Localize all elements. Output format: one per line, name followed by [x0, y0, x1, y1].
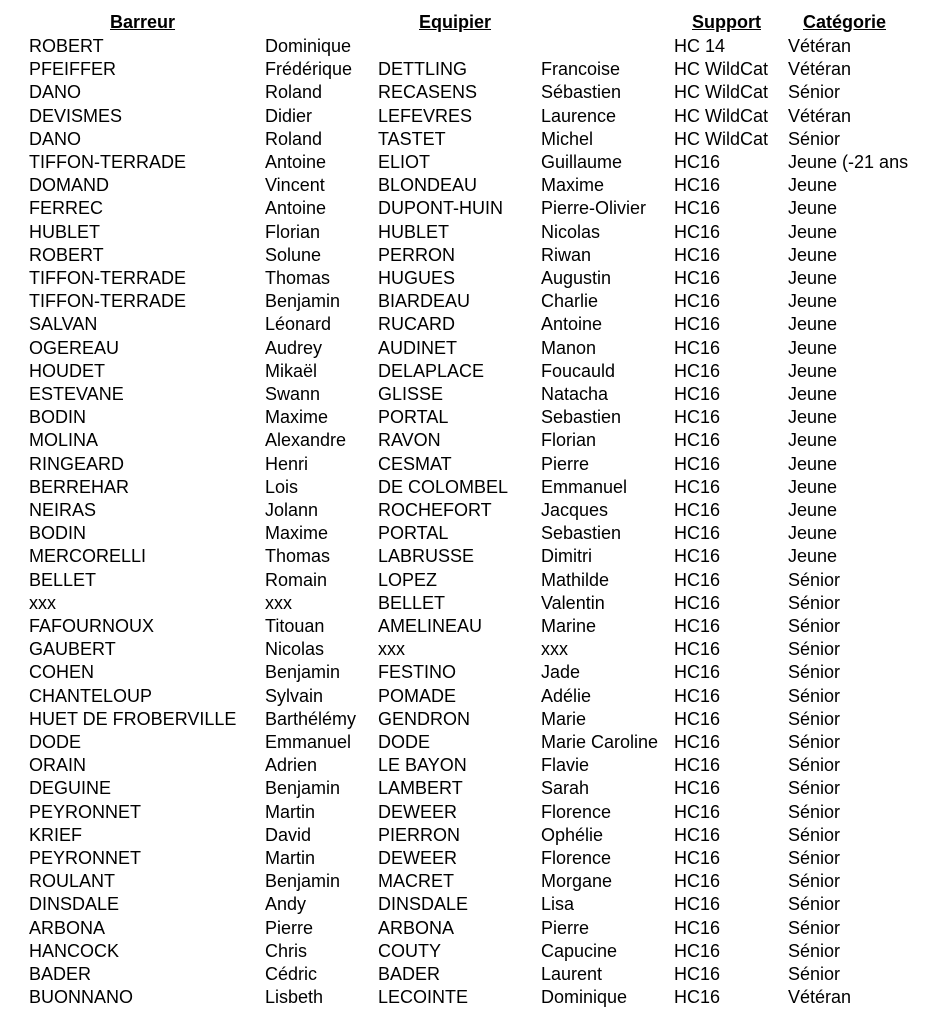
barreur-first-name: Benjamin	[265, 662, 341, 682]
barreur-last-name: TIFFON-TERRADE	[29, 152, 186, 172]
table-row	[0, 267, 927, 290]
barreur-last-name: BADER	[29, 964, 92, 984]
support-cell: HC WildCat	[674, 129, 769, 149]
barreur-last-name: DODE	[29, 732, 82, 752]
table-row	[0, 522, 927, 545]
equipier-last-name: BLONDEAU	[378, 175, 478, 195]
equipier-last-name: BADER	[378, 964, 441, 984]
table-row	[0, 197, 927, 220]
categorie-cell: Jeune	[788, 384, 838, 404]
header-equipier: Equipier	[419, 12, 492, 32]
categorie-cell: Sénior	[788, 755, 841, 775]
equipier-first-name: Florian	[541, 430, 597, 450]
categorie-cell: Sénior	[788, 918, 841, 938]
support-cell: HC16	[674, 222, 721, 242]
table-row	[0, 777, 927, 800]
table-row	[0, 545, 927, 568]
equipier-last-name: DE COLOMBEL	[378, 477, 509, 497]
equipier-first-name: Lisa	[541, 894, 575, 914]
support-cell: HC16	[674, 198, 721, 218]
support-cell: HC16	[674, 941, 721, 961]
barreur-last-name: HUBLET	[29, 222, 101, 242]
barreur-last-name: BODIN	[29, 407, 87, 427]
categorie-cell: Sénior	[788, 825, 841, 845]
equipier-first-name: Natacha	[541, 384, 609, 404]
equipier-last-name: LABRUSSE	[378, 546, 475, 566]
support-cell: HC16	[674, 407, 721, 427]
equipier-first-name: Antoine	[541, 314, 603, 334]
equipier-first-name: Dominique	[541, 987, 628, 1007]
barreur-last-name: PFEIFFER	[29, 59, 117, 79]
table-row	[0, 708, 927, 731]
table-row	[0, 731, 927, 754]
barreur-first-name: Vincent	[265, 175, 325, 195]
barreur-last-name: FAFOURNOUX	[29, 616, 155, 636]
barreur-last-name: DOMAND	[29, 175, 109, 195]
equipier-first-name: Dimitri	[541, 546, 592, 566]
barreur-first-name: Benjamin	[265, 291, 341, 311]
equipier-last-name: DUPONT-HUIN	[378, 198, 503, 218]
barreur-first-name: Benjamin	[265, 871, 341, 891]
barreur-last-name: NEIRAS	[29, 500, 97, 520]
equipier-last-name: RAVON	[378, 430, 441, 450]
table-row	[0, 290, 927, 313]
barreur-first-name: Cédric	[265, 964, 318, 984]
barreur-last-name: ROBERT	[29, 245, 104, 265]
categorie-cell: Jeune	[788, 500, 838, 520]
equipier-last-name: LE BAYON	[378, 755, 467, 775]
equipier-last-name: PERRON	[378, 245, 456, 265]
categorie-cell: Sénior	[788, 686, 841, 706]
equipier-first-name: Emmanuel	[541, 477, 628, 497]
table-row	[0, 661, 927, 684]
support-cell: HC 14	[674, 36, 726, 56]
barreur-first-name: Pierre	[265, 918, 314, 938]
table-row	[0, 174, 927, 197]
table-row	[0, 221, 927, 244]
table-row	[0, 360, 927, 383]
equipier-first-name: Michel	[541, 129, 594, 149]
barreur-first-name: Titouan	[265, 616, 325, 636]
support-cell: HC16	[674, 825, 721, 845]
equipier-first-name: Florence	[541, 802, 612, 822]
barreur-last-name: SALVAN	[29, 314, 98, 334]
equipier-last-name: DELAPLACE	[378, 361, 485, 381]
barreur-first-name: Martin	[265, 848, 316, 868]
categorie-cell: Sénior	[788, 778, 841, 798]
equipier-first-name: Sébastien	[541, 82, 622, 102]
equipier-first-name: xxx	[541, 639, 568, 659]
support-cell: HC16	[674, 454, 721, 474]
equipier-last-name: ROCHEFORT	[378, 500, 492, 520]
barreur-first-name: Emmanuel	[265, 732, 352, 752]
barreur-first-name: David	[265, 825, 312, 845]
categorie-cell: Jeune	[788, 477, 838, 497]
barreur-last-name: BERREHAR	[29, 477, 130, 497]
categorie-cell: Jeune	[788, 222, 838, 242]
header-support: Support	[692, 12, 761, 32]
support-cell: HC16	[674, 546, 721, 566]
support-cell: HC WildCat	[674, 82, 769, 102]
categorie-cell: Jeune	[788, 407, 838, 427]
barreur-last-name: COHEN	[29, 662, 95, 682]
equipier-last-name: DETTLING	[378, 59, 468, 79]
barreur-last-name: FERREC	[29, 198, 104, 218]
table-row	[0, 893, 927, 916]
equipier-first-name: Ophélie	[541, 825, 604, 845]
categorie-cell: Sénior	[788, 616, 841, 636]
table-row	[0, 383, 927, 406]
table-row	[0, 986, 927, 1009]
table-row	[0, 128, 927, 151]
barreur-first-name: Thomas	[265, 546, 331, 566]
table-row	[0, 592, 927, 615]
barreur-last-name: xxx	[29, 593, 56, 613]
categorie-cell: Vétéran	[788, 36, 852, 56]
table-row	[0, 35, 927, 58]
barreur-first-name: Audrey	[265, 338, 323, 358]
table-row	[0, 870, 927, 893]
barreur-last-name: DINSDALE	[29, 894, 120, 914]
equipier-last-name: GENDRON	[378, 709, 471, 729]
barreur-last-name: CHANTELOUP	[29, 686, 153, 706]
barreur-last-name: ROULANT	[29, 871, 116, 891]
barreur-last-name: TIFFON-TERRADE	[29, 268, 186, 288]
categorie-cell: Sénior	[788, 894, 841, 914]
table-row	[0, 685, 927, 708]
barreur-first-name: Lois	[265, 477, 299, 497]
equipier-first-name: Flavie	[541, 755, 590, 775]
equipier-last-name: AUDINET	[378, 338, 458, 358]
table-row	[0, 824, 927, 847]
equipier-first-name: Sebastien	[541, 407, 622, 427]
barreur-last-name: KRIEF	[29, 825, 83, 845]
table-row	[0, 476, 927, 499]
barreur-first-name: Léonard	[265, 314, 332, 334]
equipier-first-name: Pierre	[541, 918, 590, 938]
support-cell: HC16	[674, 500, 721, 520]
equipier-first-name: Manon	[541, 338, 597, 358]
equipier-last-name: PORTAL	[378, 407, 449, 427]
categorie-cell: Jeune	[788, 314, 838, 334]
categorie-cell: Jeune	[788, 361, 838, 381]
barreur-last-name: OGEREAU	[29, 338, 120, 358]
categorie-cell: Sénior	[788, 709, 841, 729]
equipier-last-name: DODE	[378, 732, 431, 752]
equipier-last-name: PORTAL	[378, 523, 449, 543]
equipier-first-name: Nicolas	[541, 222, 601, 242]
barreur-last-name: DEVISMES	[29, 106, 123, 126]
equipier-last-name: DEWEER	[378, 848, 458, 868]
support-cell: HC16	[674, 361, 721, 381]
barreur-first-name: Lisbeth	[265, 987, 324, 1007]
support-cell: HC16	[674, 755, 721, 775]
categorie-cell: Jeune	[788, 523, 838, 543]
support-cell: HC16	[674, 384, 721, 404]
categorie-cell: Vétéran	[788, 106, 852, 126]
equipier-first-name: Pierre	[541, 454, 590, 474]
table-row	[0, 615, 927, 638]
support-cell: HC16	[674, 686, 721, 706]
table-row	[0, 429, 927, 452]
categorie-cell: Sénior	[788, 129, 841, 149]
table-row	[0, 453, 927, 476]
equipier-last-name: COUTY	[378, 941, 441, 961]
categorie-cell: Sénior	[788, 593, 841, 613]
header-barreur: Barreur	[110, 12, 176, 32]
header-categorie: Catégorie	[803, 12, 887, 32]
barreur-first-name: xxx	[265, 593, 292, 613]
barreur-first-name: Alexandre	[265, 430, 347, 450]
barreur-first-name: Maxime	[265, 523, 329, 543]
equipier-last-name: BIARDEAU	[378, 291, 471, 311]
equipier-first-name: Morgane	[541, 871, 613, 891]
categorie-cell: Sénior	[788, 802, 841, 822]
table-row	[0, 337, 927, 360]
support-cell: HC16	[674, 314, 721, 334]
barreur-first-name: Roland	[265, 129, 323, 149]
table-row	[0, 963, 927, 986]
categorie-cell: Vétéran	[788, 59, 852, 79]
categorie-cell: Sénior	[788, 964, 841, 984]
categorie-cell: Sénior	[788, 941, 841, 961]
barreur-first-name: Jolann	[265, 500, 319, 520]
categorie-cell: Jeune (-21 ans	[788, 152, 909, 172]
support-cell: HC16	[674, 639, 721, 659]
barreur-first-name: Maxime	[265, 407, 329, 427]
barreur-first-name: Thomas	[265, 268, 331, 288]
categorie-cell: Jeune	[788, 454, 838, 474]
equipier-last-name: POMADE	[378, 686, 457, 706]
equipier-first-name: Augustin	[541, 268, 612, 288]
barreur-first-name: Barthélémy	[265, 709, 357, 729]
equipier-first-name: Capucine	[541, 941, 618, 961]
categorie-cell: Jeune	[788, 245, 838, 265]
table-row	[0, 81, 927, 104]
table-row	[0, 801, 927, 824]
table-row	[0, 244, 927, 267]
barreur-last-name: MERCORELLI	[29, 546, 147, 566]
support-cell: HC16	[674, 871, 721, 891]
support-cell: HC WildCat	[674, 59, 769, 79]
support-cell: HC16	[674, 918, 721, 938]
barreur-first-name: Antoine	[265, 152, 327, 172]
table-row	[0, 638, 927, 661]
support-cell: HC16	[674, 802, 721, 822]
equipier-last-name: LECOINTE	[378, 987, 469, 1007]
barreur-first-name: Nicolas	[265, 639, 325, 659]
equipier-first-name: Laurence	[541, 106, 617, 126]
barreur-first-name: Andy	[265, 894, 307, 914]
support-cell: HC16	[674, 291, 721, 311]
table-row	[0, 151, 927, 174]
barreur-first-name: Florian	[265, 222, 321, 242]
equipier-last-name: MACRET	[378, 871, 454, 891]
support-cell: HC16	[674, 732, 721, 752]
categorie-cell: Sénior	[788, 732, 841, 752]
barreur-last-name: BODIN	[29, 523, 87, 543]
equipier-last-name: HUBLET	[378, 222, 450, 242]
categorie-cell: Sénior	[788, 82, 841, 102]
barreur-last-name: BUONNANO	[29, 987, 134, 1007]
equipier-last-name: HUGUES	[378, 268, 456, 288]
support-cell: HC16	[674, 894, 721, 914]
categorie-cell: Jeune	[788, 338, 838, 358]
categorie-cell: Sénior	[788, 639, 841, 659]
equipier-first-name: Charlie	[541, 291, 599, 311]
support-cell: HC16	[674, 709, 721, 729]
barreur-first-name: Roland	[265, 82, 323, 102]
equipier-last-name: ELIOT	[378, 152, 431, 172]
categorie-cell: Sénior	[788, 570, 841, 590]
equipier-first-name: Sebastien	[541, 523, 622, 543]
categorie-cell: Jeune	[788, 291, 838, 311]
barreur-first-name: Adrien	[265, 755, 318, 775]
equipier-last-name: LOPEZ	[378, 570, 438, 590]
support-cell: HC16	[674, 268, 721, 288]
equipier-last-name: PIERRON	[378, 825, 461, 845]
equipier-first-name: Maxime	[541, 175, 605, 195]
barreur-last-name: ARBONA	[29, 918, 106, 938]
barreur-last-name: PEYRONNET	[29, 848, 142, 868]
equipier-first-name: Valentin	[541, 593, 605, 613]
table-row	[0, 105, 927, 128]
equipier-first-name: Mathilde	[541, 570, 610, 590]
support-cell: HC16	[674, 570, 721, 590]
equipier-last-name: LAMBERT	[378, 778, 463, 798]
categorie-cell: Jeune	[788, 430, 838, 450]
table-row	[0, 569, 927, 592]
categorie-cell: Sénior	[788, 871, 841, 891]
barreur-last-name: PEYRONNET	[29, 802, 142, 822]
barreur-first-name: Didier	[265, 106, 313, 126]
barreur-last-name: HANCOCK	[29, 941, 120, 961]
categorie-cell: Jeune	[788, 175, 838, 195]
support-cell: HC16	[674, 593, 721, 613]
support-cell: HC16	[674, 523, 721, 543]
barreur-last-name: HOUDET	[29, 361, 105, 381]
equipier-last-name: xxx	[378, 639, 405, 659]
table-row	[0, 499, 927, 522]
equipier-last-name: DINSDALE	[378, 894, 469, 914]
equipier-last-name: AMELINEAU	[378, 616, 483, 636]
barreur-last-name: DEGUINE	[29, 778, 112, 798]
equipier-last-name: CESMAT	[378, 454, 452, 474]
barreur-first-name: Dominique	[265, 36, 352, 56]
table-row	[0, 313, 927, 336]
equipier-first-name: Jacques	[541, 500, 609, 520]
barreur-first-name: Martin	[265, 802, 316, 822]
barreur-last-name: HUET DE FROBERVILLE	[29, 709, 237, 729]
equipier-first-name: Pierre-Olivier	[541, 198, 647, 218]
support-cell: HC16	[674, 662, 721, 682]
barreur-first-name: Solune	[265, 245, 322, 265]
equipier-last-name: RUCARD	[378, 314, 456, 334]
support-cell: HC16	[674, 430, 721, 450]
barreur-first-name: Mikaël	[265, 361, 318, 381]
equipier-last-name: TASTET	[378, 129, 446, 149]
table-row	[0, 847, 927, 870]
categorie-cell: Jeune	[788, 198, 838, 218]
table-row	[0, 406, 927, 429]
barreur-first-name: Romain	[265, 570, 328, 590]
support-cell: HC16	[674, 338, 721, 358]
barreur-last-name: GAUBERT	[29, 639, 116, 659]
barreur-last-name: ROBERT	[29, 36, 104, 56]
equipier-last-name: LEFEVRES	[378, 106, 473, 126]
categorie-cell: Vétéran	[788, 987, 852, 1007]
barreur-first-name: Frédérique	[265, 59, 353, 79]
equipier-first-name: Francoise	[541, 59, 621, 79]
barreur-last-name: DANO	[29, 129, 82, 149]
categorie-cell: Sénior	[788, 848, 841, 868]
barreur-last-name: TIFFON-TERRADE	[29, 291, 186, 311]
support-cell: HC16	[674, 245, 721, 265]
support-cell: HC16	[674, 175, 721, 195]
support-cell: HC16	[674, 778, 721, 798]
table-row	[0, 940, 927, 963]
support-cell: HC16	[674, 477, 721, 497]
equipier-first-name: Adélie	[541, 686, 592, 706]
equipier-first-name: Marie Caroline	[541, 732, 659, 752]
support-cell: HC16	[674, 848, 721, 868]
categorie-cell: Sénior	[788, 662, 841, 682]
equipier-last-name: BELLET	[378, 593, 446, 613]
equipier-first-name: Foucauld	[541, 361, 616, 381]
equipier-last-name: GLISSE	[378, 384, 444, 404]
table-row	[0, 754, 927, 777]
table-row	[0, 58, 927, 81]
barreur-last-name: ESTEVANE	[29, 384, 124, 404]
barreur-first-name: Swann	[265, 384, 321, 404]
barreur-first-name: Chris	[265, 941, 308, 961]
support-cell: HC16	[674, 616, 721, 636]
equipier-first-name: Jade	[541, 662, 581, 682]
support-cell: HC16	[674, 987, 721, 1007]
support-cell: HC16	[674, 152, 721, 172]
equipier-first-name: Riwan	[541, 245, 592, 265]
equipier-first-name: Laurent	[541, 964, 603, 984]
support-cell: HC WildCat	[674, 106, 769, 126]
equipier-last-name: RECASENS	[378, 82, 478, 102]
equipier-last-name: ARBONA	[378, 918, 455, 938]
equipier-last-name: FESTINO	[378, 662, 457, 682]
barreur-first-name: Sylvain	[265, 686, 324, 706]
barreur-last-name: ORAIN	[29, 755, 87, 775]
equipier-last-name: DEWEER	[378, 802, 458, 822]
barreur-last-name: BELLET	[29, 570, 97, 590]
equipier-first-name: Marine	[541, 616, 597, 636]
barreur-first-name: Henri	[265, 454, 309, 474]
barreur-last-name: DANO	[29, 82, 82, 102]
barreur-last-name: MOLINA	[29, 430, 99, 450]
categorie-cell: Jeune	[788, 546, 838, 566]
categorie-cell: Jeune	[788, 268, 838, 288]
barreur-last-name: RINGEARD	[29, 454, 125, 474]
equipier-first-name: Marie	[541, 709, 587, 729]
support-cell: HC16	[674, 964, 721, 984]
barreur-first-name: Antoine	[265, 198, 327, 218]
equipier-first-name: Florence	[541, 848, 612, 868]
table-row	[0, 917, 927, 940]
equipier-first-name: Sarah	[541, 778, 590, 798]
equipier-first-name: Guillaume	[541, 152, 623, 172]
barreur-first-name: Benjamin	[265, 778, 341, 798]
